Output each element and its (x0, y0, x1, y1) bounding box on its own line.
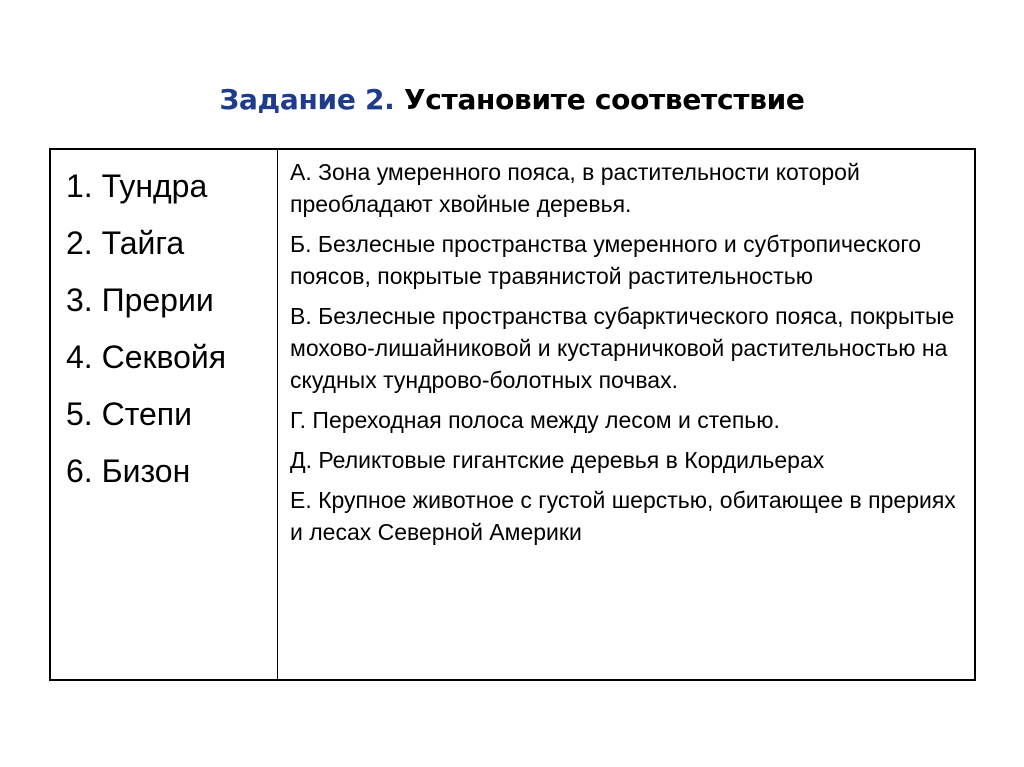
definition-item: Д. Реликтовые гигантские деревья в Кордильерах (290, 447, 825, 473)
term-item: 2. Тайга (66, 225, 185, 261)
term-item: 6. Бизон (66, 453, 191, 489)
task-instruction: Установите соответствие (403, 83, 805, 116)
page-title (0, 80, 1024, 120)
terms-column (51, 150, 278, 679)
definition-item: Г. Переходная полоса между лесом и степью. (290, 407, 780, 433)
definition-item: Е. Крупное животное с густой шерстью, обитающее в прериях и лесах Северной Америки (290, 487, 956, 545)
definition-item: В. Безлесные пространства субарктического пояса, покрытые мохово-лишайниковой и кустарничковой растительностью на скудных тундрово-болотных почвах. (290, 303, 955, 393)
definitions-column (278, 150, 974, 679)
term-item: 5. Степи (66, 396, 192, 432)
task-number: Задание 2. (219, 83, 395, 116)
term-item: 3. Прерии (66, 282, 214, 318)
matching-table (49, 148, 976, 681)
definition-item: А. Зона умеренного пояса, в растительности которой преобладают хвойные деревья. (290, 159, 860, 217)
term-item: 1. Тундра (66, 168, 208, 204)
term-item: 4. Секвойя (66, 339, 227, 375)
definition-item: Б. Безлесные пространства умеренного и субтропического поясов, покрытые травянистой растительностью (290, 231, 922, 289)
